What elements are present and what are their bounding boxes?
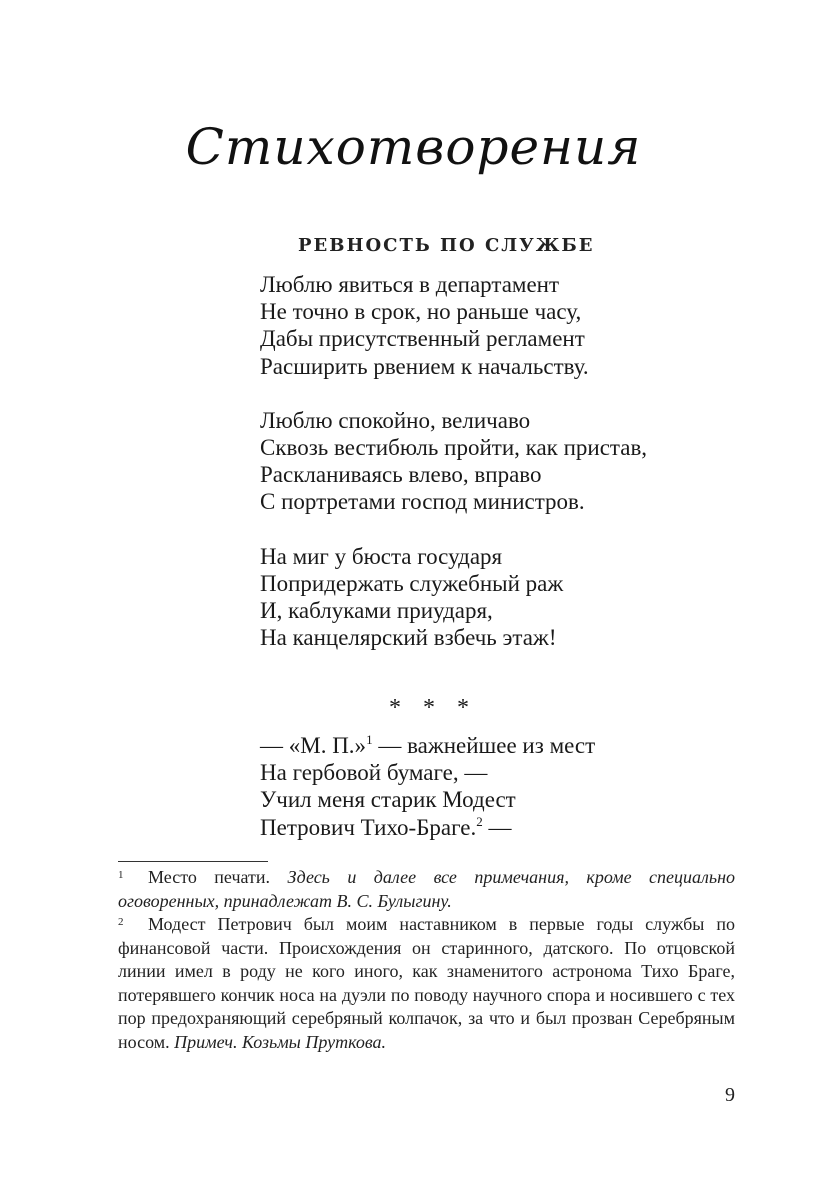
poem-text: — bbox=[482, 814, 512, 840]
footnote-divider bbox=[118, 861, 268, 862]
footnote-ref[interactable]: 1 bbox=[366, 732, 373, 747]
footnote-text: Место печати. bbox=[148, 867, 288, 887]
poem-text: — важнейшее из мест bbox=[372, 733, 596, 758]
footnotes bbox=[118, 866, 735, 1054]
poem-body-2 bbox=[260, 732, 595, 841]
poem-body bbox=[260, 271, 647, 678]
asterisk: * bbox=[457, 695, 469, 721]
footnote-text: Модест Петрович был моим наставником в первые годы службы по финансовой части. Происхождения он старинного, датского. По отцовской линии имел в роду не кого иного, как знаменитого астронома Тихо Браге, потерявшего кончик носа на дуэли по поводу научного спора и носившего с тех пор предохраняющий серебряный колпачок, за что и был прозван Серебряным носом. bbox=[118, 914, 735, 1052]
stanza bbox=[260, 543, 647, 652]
page-number: 9 bbox=[725, 1084, 735, 1106]
poem-line: Сквозь вестибюль пройти, как пристав, bbox=[260, 434, 648, 460]
footnote-ref[interactable]: 2 bbox=[476, 813, 483, 829]
poem-line: Люблю спокойно, величаво bbox=[260, 407, 531, 433]
stanza bbox=[260, 271, 647, 380]
poem-line: С портретами господ министров. bbox=[260, 489, 585, 515]
poem-line bbox=[260, 814, 595, 841]
footnote-2: 2 Модест Петрович был моим наставником в первые годы службы по финансовой части. Происхождения он старинного, датского. По отцовской линии имел в роду не кого иного, как знаменитого астронома Тихо Браге, потерявшего кончик носа на дуэли по поводу научного спора и носившего с тех пор предохраняющий серебряный колпачок, за что и был прозван Серебряным носом. Примеч. Козьмы Пруткова. bbox=[118, 914, 735, 1052]
poem-text: Петрович Тихо-Браге. bbox=[260, 814, 477, 840]
poem-line: Попридержать служебный раж bbox=[260, 570, 564, 596]
poem-text: — «М. П.» bbox=[260, 733, 367, 758]
poem-line: На миг у бюста государя bbox=[260, 543, 503, 569]
poem-line: Расширить рвением к начальству. bbox=[260, 353, 589, 379]
asterisk: * bbox=[423, 695, 435, 721]
footnote-1: 1 Место печати. Здесь и далее все примечания, кроме специально оговоренных, принадлежат В. С. Булыгину. bbox=[118, 867, 736, 911]
stanza bbox=[260, 407, 647, 516]
poem-line: И, каблуками приударя, bbox=[260, 597, 493, 623]
poem-line bbox=[260, 732, 595, 759]
asterism-separator bbox=[378, 695, 478, 722]
poem-line: Не точно в срок, но раньше часу, bbox=[260, 299, 582, 325]
footnote-italic: Примеч. Козьмы Пруткова. bbox=[174, 1031, 387, 1052]
poem-line: Учил меня старик Модест bbox=[260, 787, 516, 813]
poem-line: Дабы присутственный регламент bbox=[260, 326, 585, 352]
poem-line: На гербовой бумаге, — bbox=[260, 760, 488, 786]
poem-line: На канцелярский взбечь этаж! bbox=[260, 625, 557, 651]
poem-title: РЕВНОСТЬ ПО СЛУЖБЕ bbox=[298, 235, 595, 256]
footnote-italic: Здесь и далее все примечания, кроме специально оговоренных, принадлежат В. С. Булыгину. bbox=[118, 867, 736, 911]
asterisk: * bbox=[389, 695, 401, 721]
section-title: Стихотворения bbox=[185, 118, 642, 176]
poem-line: Люблю явиться в департамент bbox=[260, 272, 560, 297]
poem-line: Раскланиваясь влево, вправо bbox=[260, 462, 542, 488]
